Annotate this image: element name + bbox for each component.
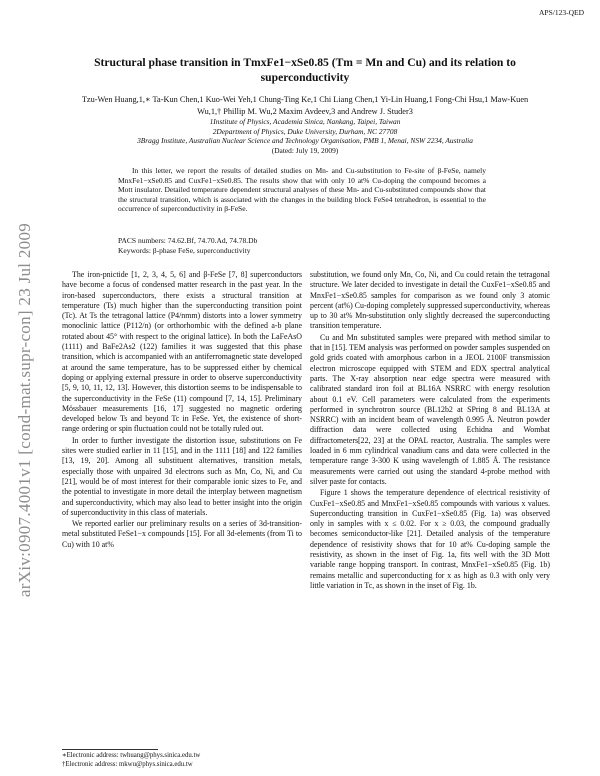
author-list: Tzu-Wen Huang,1,∗ Ta-Kun Chen,1 Kuo-Wei Yeh,1 Chung-Ting Ke,1 Chi Liang Chen,1 Yi-Lin Huang,1 Fong-Chi Hsu,1 Maw-Kuen Wu,1,† Phillip M. Wu,2 Maxim Avdeev,3 and Andrew J. Studer3 bbox=[81, 95, 529, 116]
footnote-email-1: ∗Electronic address: twhuang@phys.sinica.edu.tw bbox=[62, 752, 201, 759]
pacs-block bbox=[118, 236, 486, 255]
keywords: Keywords: β-phase FeSe, superconductivity bbox=[118, 245, 251, 255]
pacs-numbers: PACS numbers: 74.62.Bf, 74.70.Ad, 74.78.Db bbox=[118, 236, 258, 245]
affiliation-1: 1Institute of Physics, Academia Sinica, Nankang, Taipei, Taiwan bbox=[209, 117, 401, 126]
affiliations bbox=[60, 117, 550, 155]
dated-line: (Dated: July 19, 2009) bbox=[271, 145, 339, 155]
footnote-email-2: †Electronic address: mkwu@phys.sinica.edu.tw bbox=[62, 760, 193, 768]
paragraph: substitution, we found only Mn, Co, Ni, and Cu could retain the tetragonal structure. We later decided to investigate in detail the CuxFe1−xSe0.85 and MnxFe1−xSe0.85 samples for comparison as we found only 3 atomic percent (at%) Cu-doping completely suppressed superconductivity, whereas up to 30 at% Mn-substitution only slightly decreased the superconducting transition temperature. bbox=[310, 270, 550, 331]
affiliation-3: 3Bragg Institute, Australian Nuclear Science and Technology Organisation, PMB 1, Menai, NSW 2234, Australia bbox=[137, 136, 473, 146]
body-column-right bbox=[310, 270, 550, 592]
paragraph: In order to further investigate the distortion issue, substitutions on Fe sites were studied earlier in 11 [15], and in the 1111 [18] and 122 families [13, 19, 20]. Among all substituent alternatives, transition metals, especially those with unpaired 3d electrons such as Mn, Co, Ni, and Cu [21], would be of most interest for their comparable ionic sizes to Fe, and the potential to investigate in more detail the interplay between magnetism and superconductivity, which may also lead to better insight into the origin of superconductivity in this class of materials. bbox=[62, 435, 302, 517]
abstract-text: In this letter, we report the results of detailed studies on Mn- and Cu-substitution to Fe-site of β-FeSe, namely MnxFe1−xSe0.85 and CuxFe1−xSe0.85. The results show that with only 10 at% Cu-doping the compound becomes a Mott insulator. Detailed temperature dependent structural analyses of these Mn- and Cu-substituted compounds show that the structural transition, which is associated with the changes in the building block FeSe4 tetrahedron, is essential to the occurrence of superconductivity in β-FeSe. bbox=[118, 166, 486, 214]
arxiv-stamp bbox=[6, 150, 44, 670]
footnote-rule bbox=[62, 749, 158, 750]
paragraph: Figure 1 shows the temperature dependence of electrical resistivity of CuxFe1−xSe0.85 and MnxFe1−xSe0.85 compounds with various x values. Superconducting transition in CuxFe1−xSe0.85 (Fig. 1a) was observed only in samples with x ≤ 0.02. For x ≥ 0.03, the compound gradually becomes semiconductor-like [21]. Detailed analysis of the temperature dependence of resistivity shows that for 10 at% Cu-doping sample the resistivity, as shown in the inset of Fig. 1a, fits well with the 3D Mott variable range hopping transport. In contrast, MnxFe1−xSe0.85 (Fig. 1b) remains metallic and superconducting for x as high as 0.3 with only very little variation in Tc, as shown in the inset of Fig. 1b. bbox=[310, 488, 550, 590]
footnotes bbox=[62, 752, 302, 769]
body-column-left bbox=[62, 270, 302, 551]
paragraph: The iron-pnictide [1, 2, 3, 4, 5, 6] and β-FeSe [7, 8] superconductors have become a focus of condensed matter research in the past year. In the iron-based superconductors, there exists a structural transition at temperature (Ts) much higher than the superconducting transition point (Tc). At Ts the tetragonal lattice (P4/nmm) distorts into a lower symmetry monoclinic lattice (P112/n) (or orthorhombic with the defined a-b plane rotated about 45° with respect to the original lattice). In both the LaFeAsO (1111) and BaFe2As2 (122) families it was suggested that this phase transition, which is accompanied with an antiferromagnetic state developed at around the same temperature, has to be suppressed either by chemical doping or applying external pressure in order to observe superconductivity [5, 9, 10, 11, 12, 13]. However, this distortion seems to be indispensable to the superconductivity in the FeSe (11) compound [7, 14, 15]. Preliminary Mössbauer measurements [16, 17] suggested no magnetic ordering developed below Ts and beyond Tc in FeSe. Yet, the existence of short-range ordering or spin fluctuation could not be totally ruled out. bbox=[62, 270, 302, 434]
paragraph: We reported earlier our preliminary results on a series of 3d-transition-metal substituted FeSe1−x compounds [15]. For all 3d-elements (from Ti to Cu) with 10 at% bbox=[62, 519, 302, 549]
paper-title: Structural phase transition in TmxFe1−xSe0.85 (Tm = Mn and Cu) and its relation to superconductivity bbox=[94, 56, 516, 84]
report-number: APS/123-QED bbox=[538, 8, 584, 17]
paragraph: Cu and Mn substituted samples were prepared with method similar to that in [15]. TEM analysis was performed on powder samples suspended on gold grids coated with amorphous carbon in a JEOL 2100F transmission electron microscope equipped with STEM and EDX spectral analytical parts. The X-ray absorption near edge spectra were measured with calibrated standard iron foil at BL16A NSRRC with energy resolution about 0.1 eV. Cell parameters were calculated from the experiments performed in synchrotron source (BL12b2 at SPring 8 and BL13A at NSRRC) with an incident beam of wavelength 0.995 Å. Neutron powder diffraction data were collected using Echidna and Wombat diffractometers[22, 23] at the OPAL reactor, Australia. The samples were loaded in 6 mm cylindrical vanadium cans and data were collected in the temperature range 3-300 K using wavelength of 1.885 Å. The resistance measurements were carried out using the standard 4-probe method with silver paste for contacts. bbox=[310, 332, 550, 486]
arxiv-stamp-text: arXiv:0907.4001v1 [cond-mat.supr-con] 23 Jul 2009 bbox=[15, 222, 34, 598]
affiliation-2: 2Department of Physics, Duke University, Durham, NC 27708 bbox=[212, 126, 398, 136]
abstract bbox=[118, 166, 486, 214]
